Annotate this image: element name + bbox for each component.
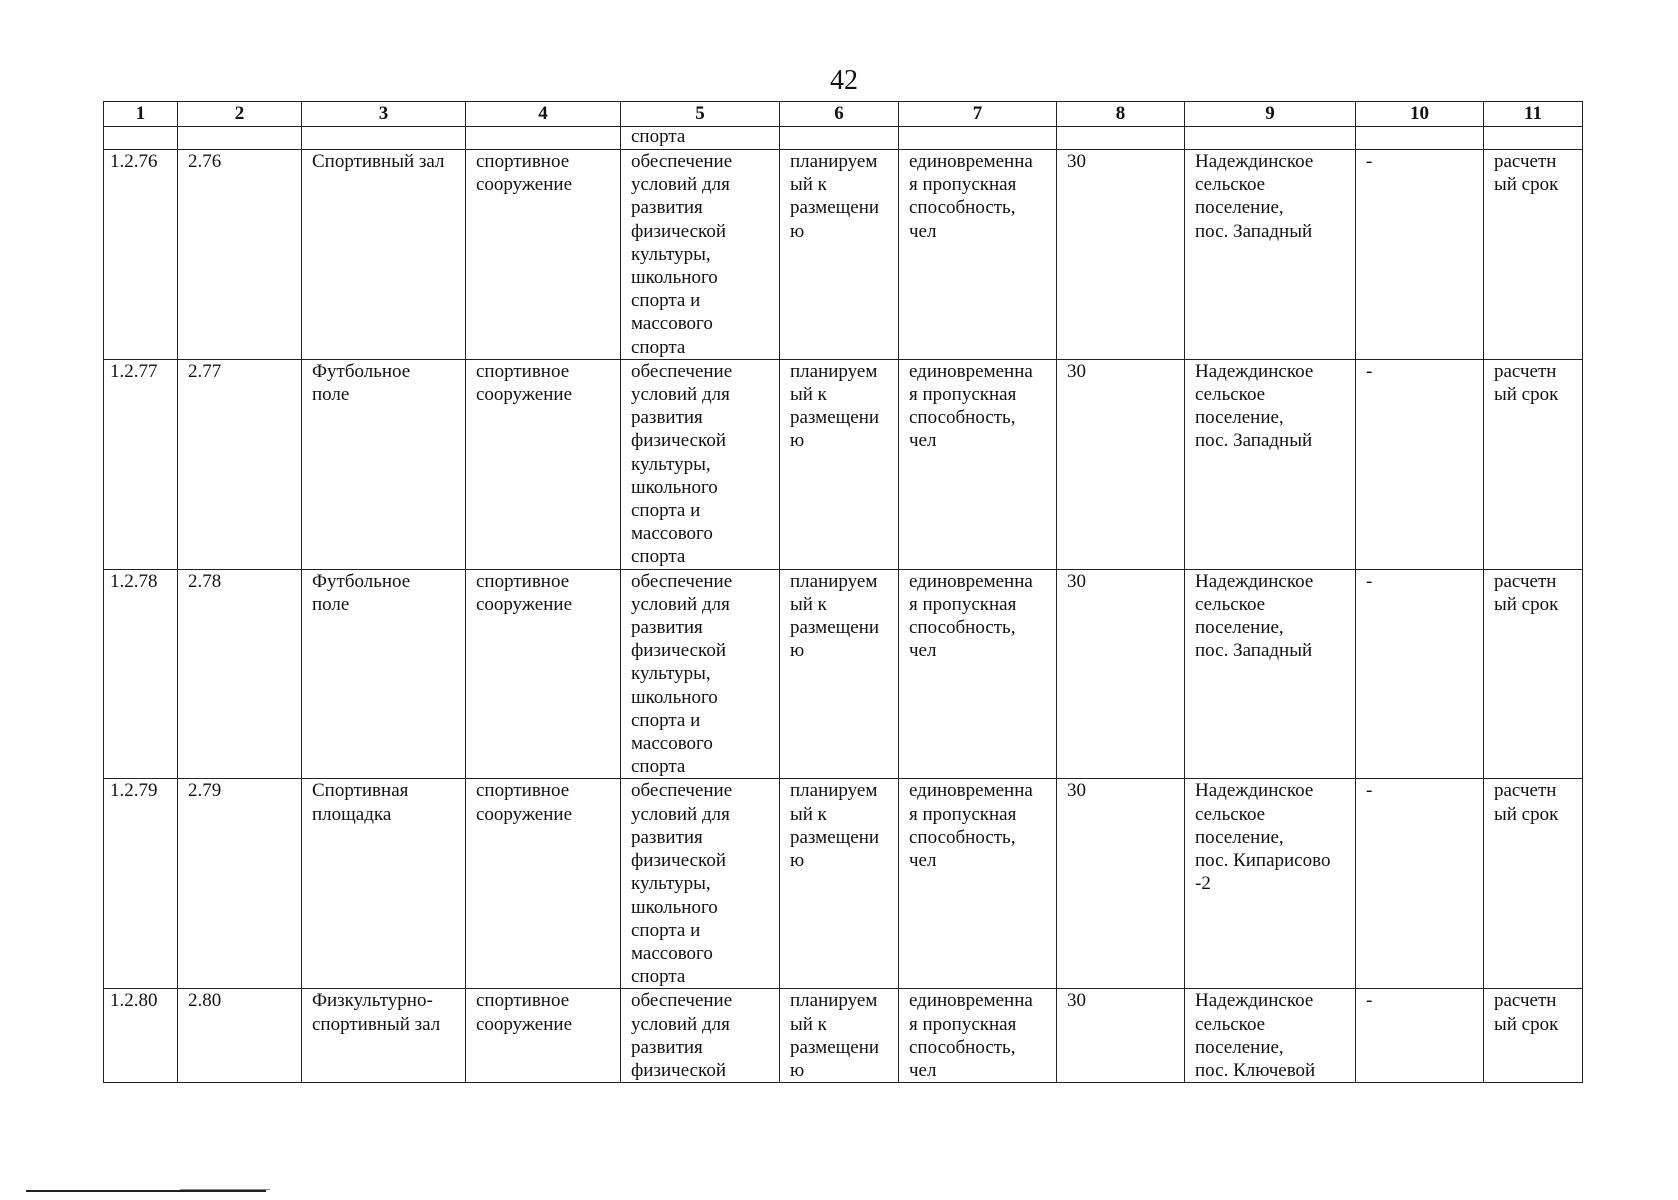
table-row (104, 569, 1583, 779)
zone-info-cell (1356, 150, 1484, 360)
table-cell (1356, 127, 1484, 150)
zone-info-text: - (1366, 360, 1373, 382)
capacity-unit-text: единовременна я пропускная способность, чел (909, 990, 1033, 1081)
object-status-text: планируем ый к размещени ю (790, 360, 880, 452)
object-purpose-cell (621, 150, 780, 360)
object-location-cell (1185, 569, 1356, 779)
capacity-value-text: 30 (1067, 570, 1086, 592)
object-purpose-text: обеспечение условий для развития физической культуры, школьного спорта и массового спорта (631, 151, 733, 358)
object-location-text: Надеждинское сельское поселение, пос. Западный (1195, 360, 1314, 452)
implementation-period-text: расчетн ый срок (1494, 990, 1559, 1035)
capacity-unit-cell (899, 569, 1057, 779)
column-number-header: 1 (104, 102, 178, 127)
page-number: 42 (830, 65, 858, 96)
footnote-separator (26, 1190, 266, 1192)
object-location-text: Надеждинское сельское поселение, пос. Кипарисово -2 (1195, 780, 1331, 895)
table-row (104, 989, 1583, 1083)
column-number-header: 5 (621, 102, 780, 127)
object-type-text: спортивное сооружение (476, 780, 573, 825)
object-name-text: Футбольное поле (312, 570, 411, 615)
zone-info-cell (1356, 779, 1484, 989)
object-status-text: планируем ый к размещени ю (790, 151, 880, 242)
object-purpose-cell (621, 989, 780, 1083)
object-name-text: Спортивный зал (312, 151, 445, 172)
object-purpose-text: обеспечение условий для развития физической культуры, школьного спорта и массового спорта (631, 360, 733, 568)
capacity-unit-text: единовременна я пропускная способность, чел (909, 570, 1033, 662)
object-number-text: 2.77 (188, 360, 222, 382)
object-purpose-cell (621, 359, 780, 569)
row-number-text: 1.2.76 (110, 151, 158, 172)
zone-info-text: - (1366, 151, 1373, 172)
column-number-header: 3 (302, 102, 466, 127)
object-type-text: спортивное сооружение (476, 990, 573, 1035)
table-cell (1185, 127, 1356, 150)
object-number-text: 2.76 (188, 151, 222, 172)
object-number-text: 2.78 (188, 570, 222, 592)
object-number-text: 2.80 (188, 990, 222, 1012)
object-type-cell (466, 569, 621, 779)
object-location-cell (1185, 150, 1356, 360)
object-status-text: планируем ый к размещени ю (790, 780, 880, 872)
capacity-value-text: 30 (1067, 151, 1086, 172)
zone-info-text: - (1366, 780, 1373, 802)
row-number-cell (104, 359, 178, 569)
object-type-cell (466, 359, 621, 569)
table-cell (1057, 127, 1185, 150)
object-number-cell (178, 150, 302, 360)
table-cell: спорта (621, 127, 780, 150)
object-location-cell (1185, 779, 1356, 989)
capacity-unit-text: единовременна я пропускная способность, чел (909, 151, 1033, 242)
column-number-header: 10 (1356, 102, 1484, 127)
capacity-value-text: 30 (1067, 780, 1086, 802)
implementation-period-text: расчетн ый срок (1494, 780, 1559, 825)
object-name-cell (302, 150, 466, 360)
object-status-cell (780, 359, 899, 569)
object-type-cell (466, 989, 621, 1083)
object-type-text: спортивное сооружение (476, 570, 573, 615)
object-purpose-cell (621, 779, 780, 989)
column-number-header: 6 (780, 102, 899, 127)
footnote-separator-fade (180, 1189, 270, 1190)
capacity-unit-cell (899, 359, 1057, 569)
capacity-value-cell (1057, 150, 1185, 360)
object-number-cell (178, 359, 302, 569)
capacity-unit-text: единовременна я пропускная способность, чел (909, 360, 1033, 452)
capacity-unit-cell (899, 989, 1057, 1083)
row-number-text: 1.2.80 (110, 990, 158, 1012)
zone-info-text: - (1366, 990, 1373, 1012)
row-number-text: 1.2.79 (110, 780, 158, 802)
object-type-text: спортивное сооружение (476, 151, 573, 196)
column-number-header: 4 (466, 102, 621, 127)
table-cell (466, 127, 621, 150)
planned-objects-table (103, 101, 1583, 1083)
implementation-period-cell (1484, 989, 1583, 1083)
object-location-text: Надеждинское сельское поселение, пос. Западный (1195, 151, 1314, 242)
column-number-header: 9 (1185, 102, 1356, 127)
object-number-text: 2.79 (188, 780, 222, 802)
object-number-cell (178, 779, 302, 989)
capacity-value-cell (1057, 989, 1185, 1083)
object-status-cell (780, 989, 899, 1083)
object-status-cell (780, 150, 899, 360)
table-cell (1484, 127, 1583, 150)
zone-info-cell (1356, 989, 1484, 1083)
capacity-unit-cell (899, 779, 1057, 989)
object-type-text: спортивное сооружение (476, 360, 573, 406)
table-cell (302, 127, 466, 150)
implementation-period-text: расчетн ый срок (1494, 151, 1559, 196)
object-name-cell (302, 989, 466, 1083)
object-name-text: Физкультурно- спортивный зал (312, 990, 441, 1035)
capacity-unit-text: единовременна я пропускная способность, чел (909, 780, 1033, 872)
row-number-cell (104, 569, 178, 779)
row-number-text: 1.2.77 (110, 360, 158, 382)
implementation-period-text: расчетн ый срок (1494, 360, 1559, 406)
object-purpose-cell (621, 569, 780, 779)
object-name-cell (302, 779, 466, 989)
implementation-period-cell (1484, 150, 1583, 360)
implementation-period-cell (1484, 359, 1583, 569)
object-status-cell (780, 779, 899, 989)
column-number-header-row (104, 102, 1583, 127)
zone-info-cell (1356, 569, 1484, 779)
column-number-header: 2 (178, 102, 302, 127)
object-location-cell (1185, 989, 1356, 1083)
table-row (104, 150, 1583, 360)
object-type-cell (466, 779, 621, 989)
implementation-period-text: расчетн ый срок (1494, 570, 1559, 615)
object-status-cell (780, 569, 899, 779)
object-status-text: планируем ый к размещени ю (790, 990, 880, 1081)
object-location-cell (1185, 359, 1356, 569)
table-cell (178, 127, 302, 150)
capacity-value-cell (1057, 359, 1185, 569)
object-location-text: Надеждинское сельское поселение, пос. Ключевой (1195, 990, 1316, 1081)
zone-info-cell (1356, 359, 1484, 569)
implementation-period-cell (1484, 779, 1583, 989)
object-number-cell (178, 989, 302, 1083)
table-cell (899, 127, 1057, 150)
object-name-cell (302, 359, 466, 569)
capacity-value-text: 30 (1067, 360, 1086, 382)
row-number-cell (104, 150, 178, 360)
column-number-header: 8 (1057, 102, 1185, 127)
object-name-text: Футбольное поле (312, 360, 411, 406)
object-name-text: Спортивная площадка (312, 780, 409, 825)
object-purpose-text: обеспечение условий для развития физической культуры, школьного спорта и массового спорта (631, 780, 733, 988)
table-row (104, 359, 1583, 569)
zone-info-text: - (1366, 570, 1373, 592)
column-number-header: 11 (1484, 102, 1583, 127)
column-number-header: 7 (899, 102, 1057, 127)
capacity-value-text: 30 (1067, 990, 1086, 1012)
capacity-value-cell (1057, 569, 1185, 779)
table-row (104, 779, 1583, 989)
row-number-cell (104, 779, 178, 989)
row-number-text: 1.2.78 (110, 570, 158, 592)
capacity-unit-cell (899, 150, 1057, 360)
object-status-text: планируем ый к размещени ю (790, 570, 880, 662)
object-type-cell (466, 150, 621, 360)
row-number-cell (104, 989, 178, 1083)
table-cell (780, 127, 899, 150)
object-purpose-text: обеспечение условий для развития физической культуры, школьного спорта и массового спорта (631, 570, 733, 778)
object-location-text: Надеждинское сельское поселение, пос. Западный (1195, 570, 1314, 662)
object-purpose-text: обеспечение условий для развития физической (631, 990, 733, 1081)
capacity-value-cell (1057, 779, 1185, 989)
table-cell (104, 127, 178, 150)
implementation-period-cell (1484, 569, 1583, 779)
object-number-cell (178, 569, 302, 779)
object-name-cell (302, 569, 466, 779)
continuation-row (104, 127, 1583, 150)
